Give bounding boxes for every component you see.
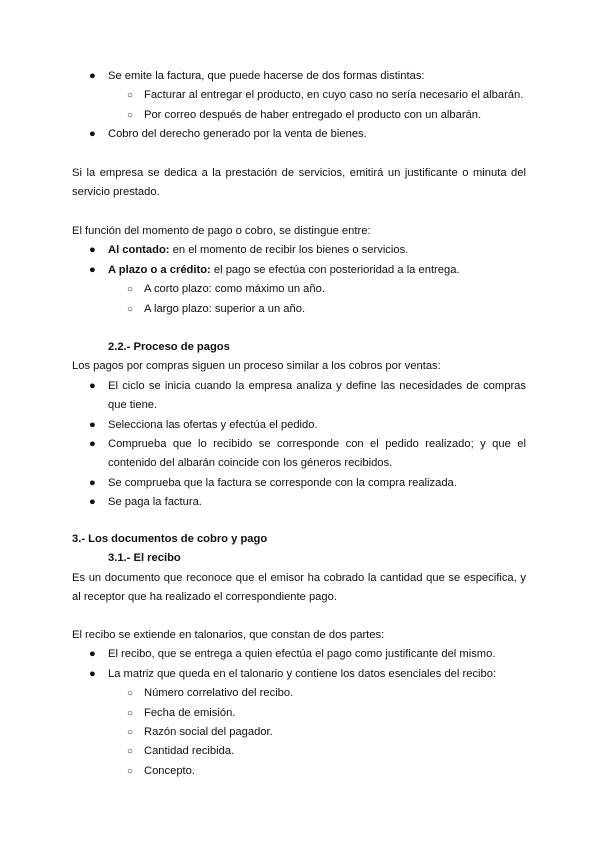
list-item-text: Por correo después de haber entregado el producto con un albarán. bbox=[144, 108, 482, 121]
bullet-icon: ● bbox=[89, 476, 96, 489]
hollow-bullet-icon: ○ bbox=[127, 707, 134, 719]
list-item-text: Cantidad recibida. bbox=[144, 745, 235, 758]
list-item bbox=[72, 474, 526, 493]
list-item bbox=[72, 742, 526, 761]
list-item bbox=[72, 241, 526, 260]
bullet-icon: ● bbox=[89, 70, 96, 82]
list-item-text: A largo plazo: superior a un año. bbox=[144, 302, 306, 315]
list-item-text: A corto plazo: como máximo un año. bbox=[144, 283, 325, 296]
list-item-text: Se paga la factura. bbox=[108, 496, 202, 509]
bullet-icon: ● bbox=[89, 496, 96, 509]
talonarios-intro: El recibo se extiende en talonarios, que constan de dos partes: bbox=[72, 629, 385, 641]
list-item-text: Facturar al entregar el producto, en cuyo caso no sería necesario el albarán. bbox=[144, 89, 524, 102]
list-item bbox=[72, 125, 526, 144]
list-item-text: Razón social del pagador. bbox=[144, 726, 273, 739]
receipt-definition: Es un documento que reconoce que el emisor ha cobrado la cantidad que se especifica, y al receptor que ha realizado el correspondiente pago. bbox=[72, 571, 526, 604]
payment-moment-intro: El función del momento de pago o cobro, se distingue entre: bbox=[72, 225, 371, 237]
hollow-bullet-icon: ○ bbox=[127, 765, 134, 777]
section-3 bbox=[72, 530, 526, 608]
subsection-heading: 3.1.- El recibo bbox=[108, 552, 181, 565]
list-item bbox=[72, 300, 526, 319]
payment-moment-block bbox=[72, 222, 526, 319]
bullet-icon: ● bbox=[89, 263, 96, 276]
list-item-text: Concepto. bbox=[144, 764, 195, 777]
list-item bbox=[72, 435, 526, 474]
hollow-bullet-icon: ○ bbox=[127, 303, 134, 315]
list-item bbox=[72, 645, 526, 664]
hollow-bullet-icon: ○ bbox=[127, 109, 134, 121]
list-item bbox=[72, 723, 526, 742]
hollow-bullet-icon: ○ bbox=[127, 90, 134, 102]
bullet-icon: ● bbox=[89, 418, 96, 431]
bullet-icon: ● bbox=[89, 379, 96, 392]
bullet-icon: ● bbox=[89, 667, 96, 680]
invoice-list bbox=[72, 67, 526, 145]
list-item bbox=[72, 665, 526, 684]
bullet-icon: ● bbox=[89, 648, 96, 661]
services-paragraph: Si la empresa se dedica a la prestación de servicios, emitirá un justificante o minuta del servicio prestado. bbox=[72, 167, 526, 199]
list-item-text: Selecciona las ofertas y efectúa el pedido. bbox=[108, 418, 318, 431]
list-item bbox=[72, 493, 526, 512]
list-item bbox=[72, 280, 526, 299]
list-item bbox=[72, 377, 526, 416]
section-heading: 2.2.- Proceso de pagos bbox=[108, 341, 230, 353]
list-item bbox=[72, 416, 526, 435]
bullet-icon: ● bbox=[89, 244, 96, 257]
list-item bbox=[72, 106, 526, 125]
term-label: Al contado: bbox=[108, 244, 170, 257]
hollow-bullet-icon: ○ bbox=[127, 688, 134, 700]
payment-process-list bbox=[72, 377, 526, 513]
list-item-text: Número correlativo del recibo. bbox=[144, 687, 294, 700]
list-item-text: El ciclo se inicia cuando la empresa analiza y define las necesidades de compras que tiene. bbox=[108, 379, 526, 412]
list-item bbox=[72, 86, 526, 105]
receipt-parts-list bbox=[72, 645, 526, 781]
list-item-text: Fecha de emisión. bbox=[144, 706, 236, 719]
list-item bbox=[72, 261, 526, 280]
payment-moment-list bbox=[72, 241, 526, 319]
list-item bbox=[72, 67, 526, 86]
bullet-icon: ● bbox=[89, 128, 96, 141]
section-2-2 bbox=[72, 338, 526, 513]
section-intro: Los pagos por compras siguen un proceso similar a los cobros por ventas: bbox=[72, 360, 441, 373]
section-heading: 3.- Los documentos de cobro y pago bbox=[72, 533, 268, 545]
hollow-bullet-icon: ○ bbox=[127, 284, 134, 296]
list-item bbox=[72, 684, 526, 703]
services-paragraph-block bbox=[72, 164, 526, 203]
hollow-bullet-icon: ○ bbox=[127, 746, 134, 758]
term-description: en el momento de recibir los bienes o servicios. bbox=[169, 244, 409, 257]
list-item bbox=[72, 762, 526, 781]
list-item-text: Comprueba que lo recibido se corresponde con el pedido realizado; y que el contenido del albarán coincide con los géneros recibidos. bbox=[108, 438, 526, 470]
list-item-text: El recibo, que se entrega a quien efectúa el pago como justificante del mismo. bbox=[108, 648, 496, 661]
invoice-list-block bbox=[72, 67, 526, 145]
term-label: A plazo o a crédito: bbox=[108, 263, 211, 276]
list-item bbox=[72, 704, 526, 723]
bullet-icon: ● bbox=[89, 438, 96, 451]
talonarios-block bbox=[72, 626, 526, 781]
term-description: el pago se efectúa con posterioridad a la entrega. bbox=[210, 263, 460, 276]
list-item-text: La matriz que queda en el talonario y contiene los datos esenciales del recibo: bbox=[108, 667, 497, 680]
list-item-text: Cobro del derecho generado por la venta de bienes. bbox=[108, 128, 367, 141]
list-item-text: Se comprueba que la factura se corresponde con la compra realizada. bbox=[108, 476, 457, 489]
list-item-text: Se emite la factura, que puede hacerse de dos formas distintas: bbox=[108, 70, 425, 82]
hollow-bullet-icon: ○ bbox=[127, 727, 134, 739]
